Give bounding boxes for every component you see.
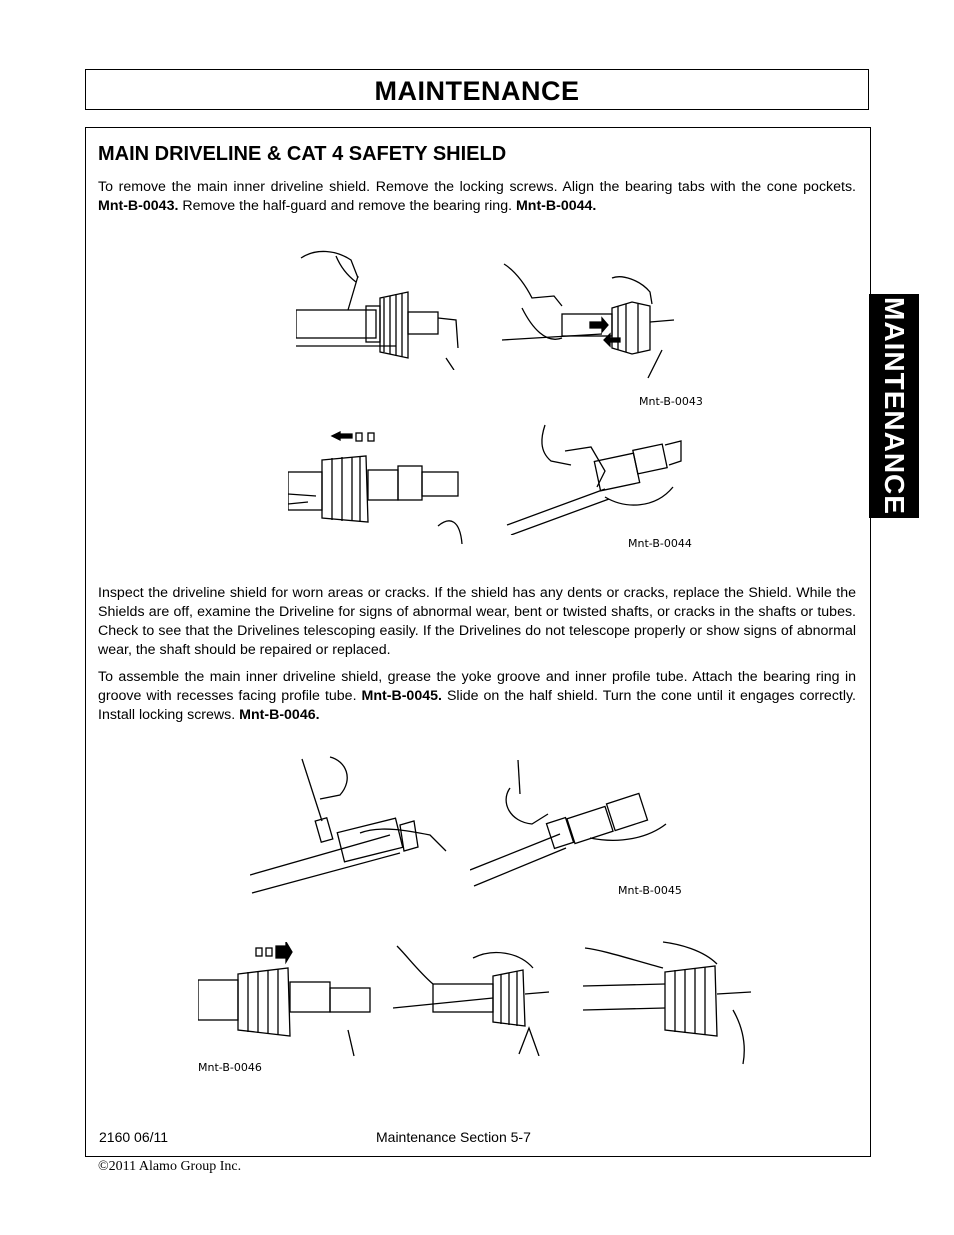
header-box xyxy=(85,69,869,110)
side-tab-label: MAINTENANCE xyxy=(879,297,910,515)
figure-label: Mnt-B-0045 xyxy=(618,884,682,897)
illustration-slide-half-shield xyxy=(198,942,378,1058)
footer-model-date: 2160 06/11 xyxy=(99,1129,169,1145)
page-header-title: MAINTENANCE xyxy=(374,76,580,106)
figure-reference: Mnt-B-0044. xyxy=(515,198,597,214)
figure-label: Mnt-B-0044 xyxy=(628,537,692,550)
figure-label: Mnt-B-0043 xyxy=(639,395,703,408)
paragraph-remove-shield xyxy=(98,178,856,216)
illustration-turn-cone xyxy=(393,938,551,1056)
section-side-tab xyxy=(869,294,919,518)
illustration-attach-bearing-ring xyxy=(470,758,670,890)
figure-reference: Mnt-B-0045. xyxy=(361,688,442,704)
footer-section: Maintenance Section 5-7 xyxy=(376,1129,531,1145)
illustration-remove-half-guard xyxy=(288,430,464,548)
paragraph-text: To assemble the main inner driveline shield, grease the yoke groove and inner profile tube. Attach the bearing ring in groove with recesses facing profile tube. xyxy=(98,669,856,704)
paragraph-assemble-shield xyxy=(98,668,856,725)
illustration-shield-screw-removal xyxy=(296,248,466,370)
illustration-install-locking-screws xyxy=(583,940,755,1066)
paragraph-inspect-shield: Inspect the driveline shield for worn areas or cracks. If the shield has any dents or cracks, replace the Shield. While the Shields are off, examine the Driveline for signs of abnormal wear, bent or twisted shafts, or cracks in the shafts or tubes. Check to see that the Drivelines telescoping easily. If the Drivelines do not telescope properly or show signs of abnormal wear, the shaft should be repaired or replaced. xyxy=(98,585,856,658)
paragraph-text: Remove the half-guard and remove the bearing ring. xyxy=(178,198,516,214)
paragraph-text: To remove the main inner driveline shield. Remove the locking screws. Align the bearing tabs with the cone pockets. xyxy=(98,179,856,195)
illustration-grease-yoke-groove xyxy=(250,755,450,897)
illustration-align-bearing-tabs xyxy=(502,258,680,388)
illustration-remove-bearing-ring xyxy=(505,417,685,535)
figure-reference: Mnt-B-0043. xyxy=(98,198,179,214)
paragraph-text: Slide on the half shield. Turn the cone until it engages correctly. Install locking screws. xyxy=(98,688,856,723)
section-title: MAIN DRIVELINE & CAT 4 SAFETY SHIELD xyxy=(98,143,507,165)
figure-label: Mnt-B-0046 xyxy=(198,1061,262,1074)
copyright: ©2011 Alamo Group Inc. xyxy=(98,1159,242,1174)
figure-reference: Mnt-B-0046. xyxy=(239,707,320,723)
